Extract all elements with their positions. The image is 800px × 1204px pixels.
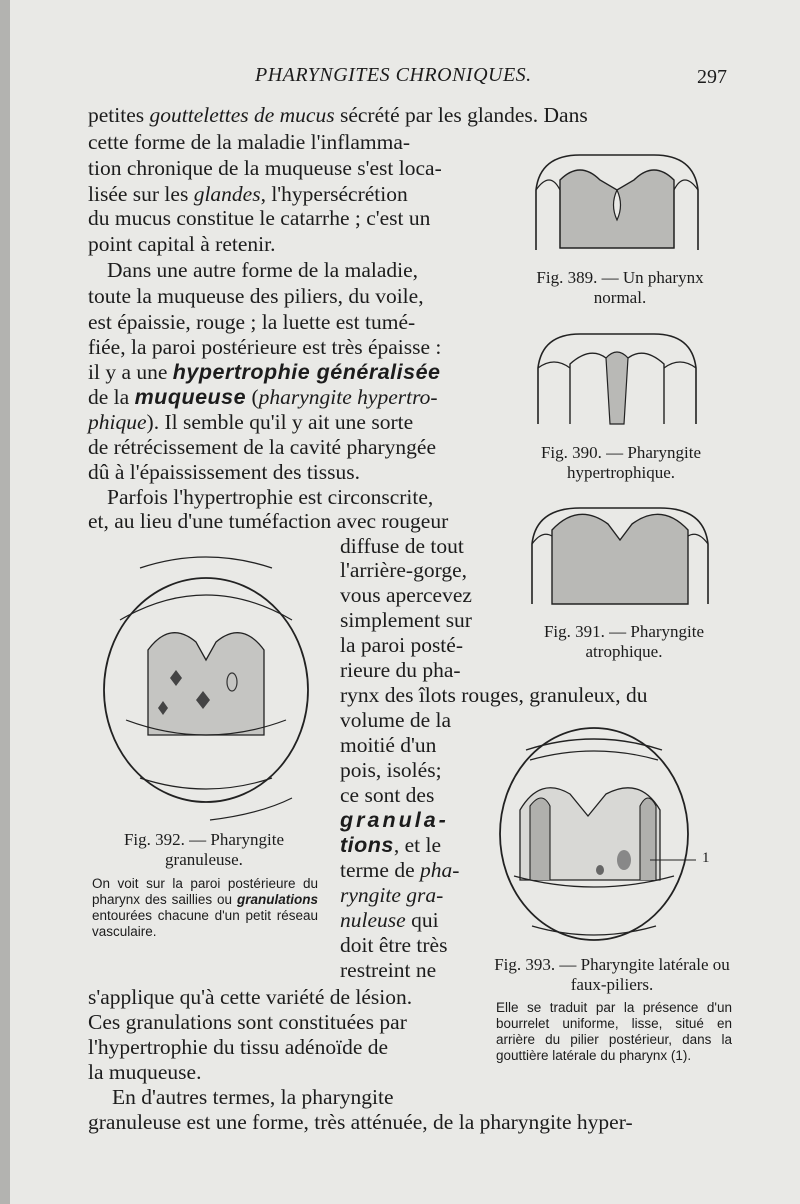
text-line: de rétrécissement de la cavité pharyngée bbox=[88, 435, 436, 459]
text-line: fiée, la paroi postérieure est très épaisse : bbox=[88, 335, 442, 359]
text-line: nuleuse qui bbox=[340, 908, 439, 932]
text-line: Parfois l'hypertrophie est circonscrite, bbox=[107, 485, 434, 509]
text-line: du mucus constitue le catarrhe ; c'est un bbox=[88, 206, 431, 230]
text-line: est épaissie, rouge ; la luette est tumé- bbox=[88, 310, 416, 334]
figure-392-drawing bbox=[100, 550, 312, 822]
text-line: la muqueuse. bbox=[88, 1060, 202, 1084]
text-line: et, au lieu d'une tuméfaction avec rougeur bbox=[88, 509, 449, 533]
text-line: dû à l'épaississement des tissus. bbox=[88, 460, 361, 484]
figure-392-caption: Fig. 392. — Pharyngite granuleuse. bbox=[123, 830, 285, 869]
text-line: vous apercevez bbox=[340, 583, 472, 607]
figure-393-note: Elle se traduit par la présence d'un bourrelet uniforme, lisse, situé en arrière du pilier postérieur, dans la gouttière latérale du pharynx (1). bbox=[496, 1000, 732, 1063]
figure-392-note: On voit sur la paroi postérieure du pharynx des saillies ou granulations entourées chacune d'un petit réseau vasculaire. bbox=[92, 876, 318, 939]
figure-393-label: 1 bbox=[702, 850, 710, 866]
text-line: doit être très bbox=[340, 933, 448, 957]
text-line: granuleuse est une forme, très atténuée, de la pharyngite hyper- bbox=[88, 1110, 633, 1134]
text-line: lisée sur les glandes, l'hypersécrétion bbox=[88, 182, 408, 206]
text-line: rieure du pha- bbox=[340, 658, 461, 682]
text-line: moitié d'un bbox=[340, 733, 437, 757]
text-line: volume de la bbox=[340, 708, 452, 732]
text-line: toute la muqueuse des piliers, du voile, bbox=[88, 284, 424, 308]
text-line: terme de pha- bbox=[340, 858, 460, 882]
figure-391-caption: Fig. 391. — Pharyngite atrophique. bbox=[543, 622, 705, 661]
figure-389-caption: Fig. 389. — Un pharynx normal. bbox=[536, 268, 704, 307]
text-line: granula- bbox=[340, 808, 449, 832]
text-line: rynx des îlots rouges, granuleux, du bbox=[340, 683, 648, 707]
figure-389-drawing bbox=[530, 150, 704, 256]
text-line: pois, isolés; bbox=[340, 758, 442, 782]
text-line: s'applique qu'à cette variété de lésion. bbox=[88, 985, 413, 1009]
figure-390-caption: Fig. 390. — Pharyngite hypertrophique. bbox=[540, 443, 702, 482]
text-line: il y a une hypertrophie généralisée bbox=[88, 360, 441, 384]
text-line: diffuse de tout bbox=[340, 534, 464, 558]
figure-393-caption: Fig. 393. — Pharyngite latérale ou faux-piliers. bbox=[494, 955, 730, 994]
text-line: l'arrière-gorge, bbox=[340, 558, 468, 582]
page-number: 297 bbox=[697, 66, 727, 88]
text-line: la paroi posté- bbox=[340, 633, 463, 657]
text-line: point capital à retenir. bbox=[88, 232, 276, 256]
text-line: ryngite gra- bbox=[340, 883, 444, 907]
text-line: restreint ne bbox=[340, 958, 437, 982]
figure-393-drawing bbox=[490, 720, 708, 946]
text-line: Ces granulations sont constituées par bbox=[88, 1010, 407, 1034]
text-line: ce sont des bbox=[340, 783, 435, 807]
text-line: petites gouttelettes de mucus sécrété par les glandes. Dans bbox=[88, 103, 588, 127]
text-line: phique). Il semble qu'il y ait une sorte bbox=[88, 410, 414, 434]
text-line: Dans une autre forme de la maladie, bbox=[107, 258, 419, 282]
text-line: tion chronique de la muqueuse s'est loca- bbox=[88, 156, 442, 180]
running-title: PHARYNGITES CHRONIQUES. bbox=[255, 64, 532, 86]
text-line: cette forme de la maladie l'inflamma- bbox=[88, 130, 411, 154]
figure-390-drawing bbox=[530, 328, 704, 428]
text-line: l'hypertrophie du tissu adénoïde de bbox=[88, 1035, 389, 1059]
text-line: En d'autres termes, la pharyngite bbox=[112, 1085, 394, 1109]
text-line: tions, et le bbox=[340, 833, 442, 857]
text-line: de la muqueuse (pharyngite hypertro- bbox=[88, 385, 438, 409]
text-line: simplement sur bbox=[340, 608, 472, 632]
figure-391-drawing bbox=[528, 500, 712, 610]
